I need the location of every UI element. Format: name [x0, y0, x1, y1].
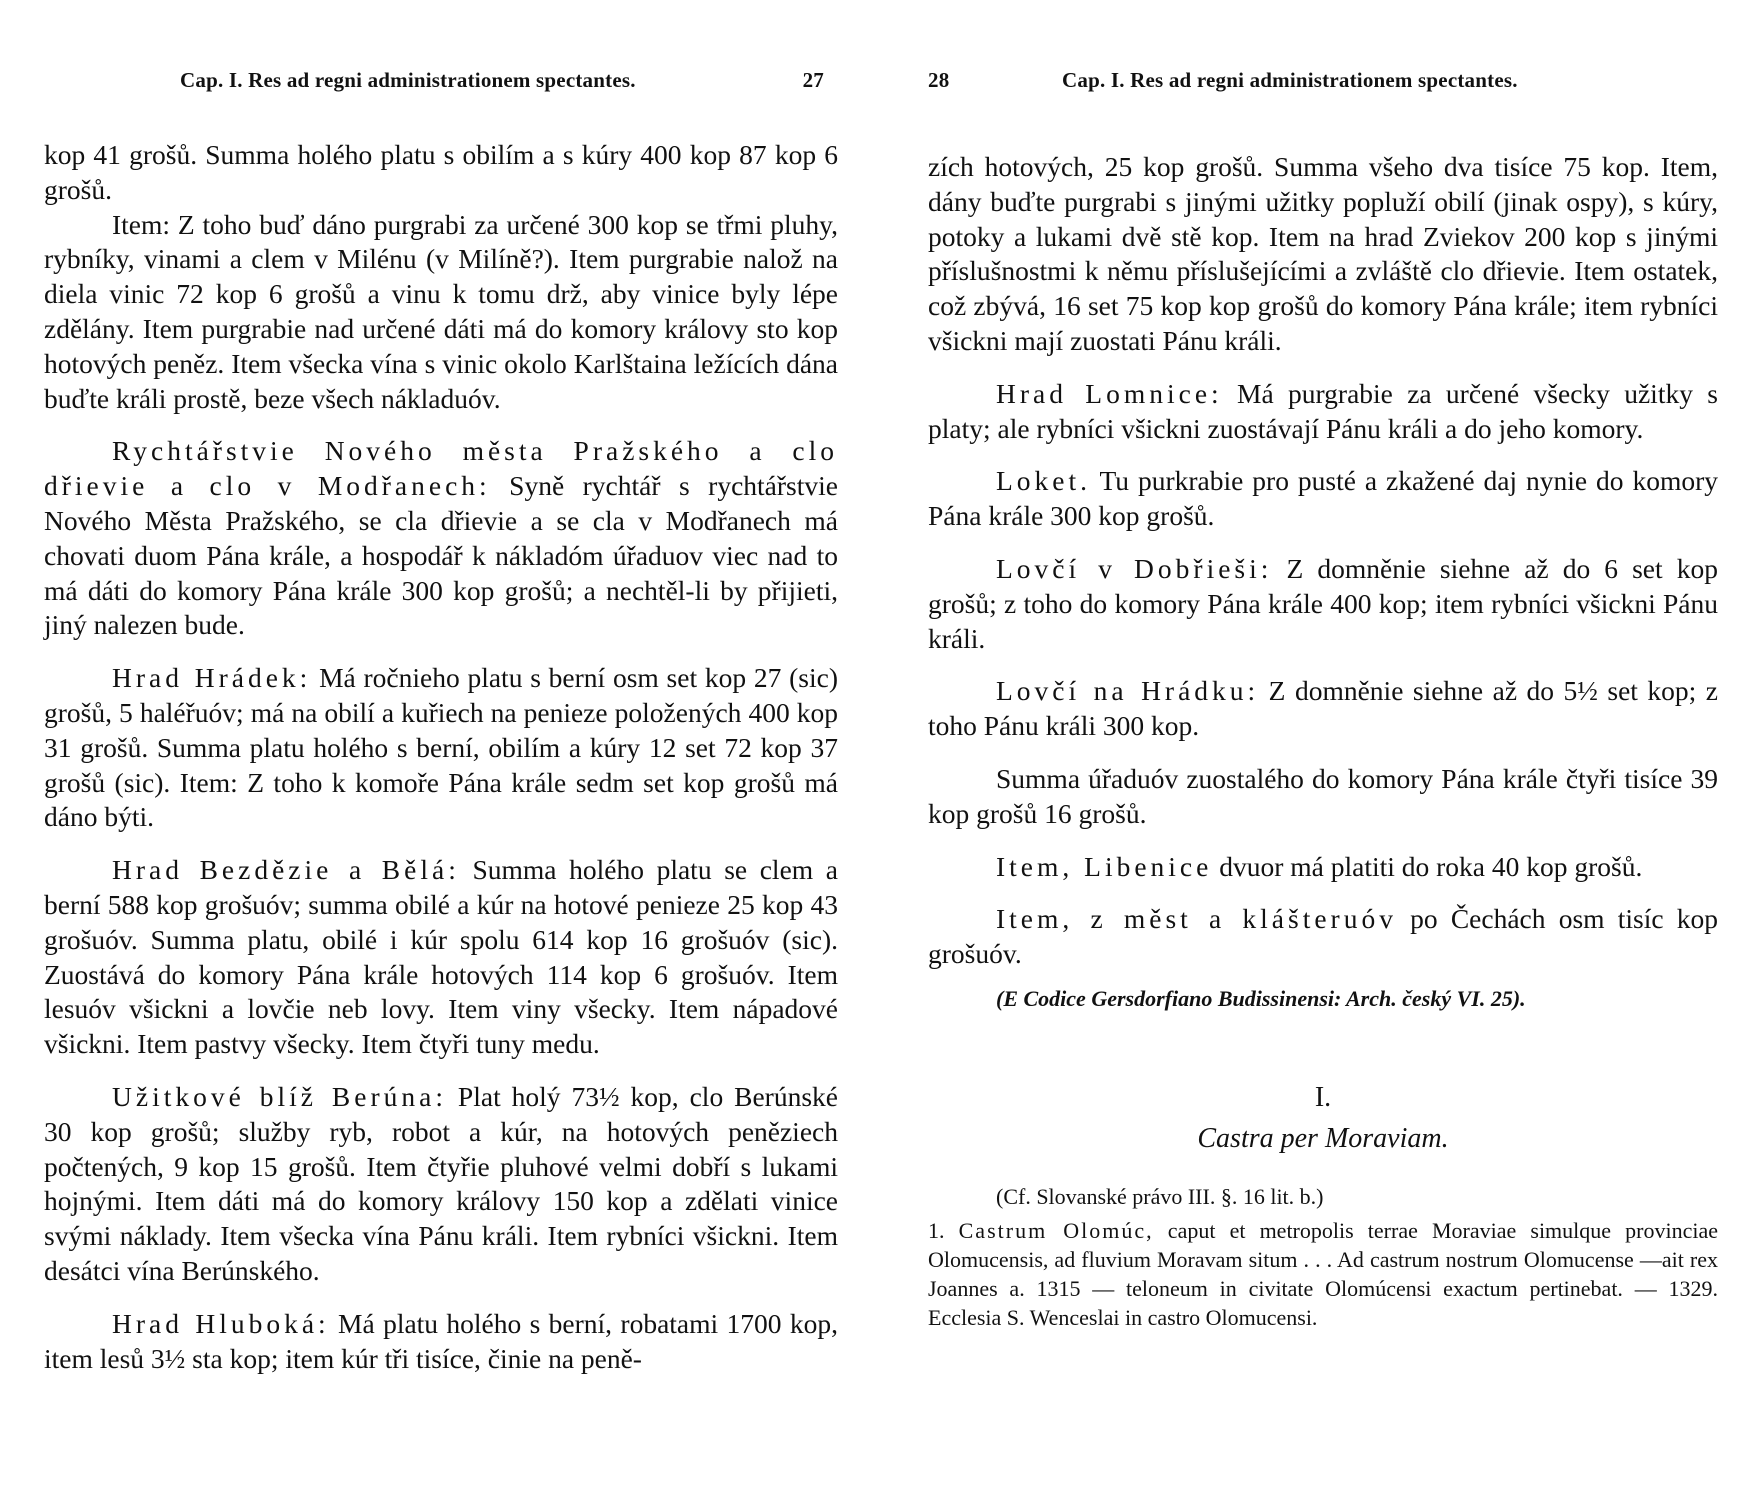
running-head-title: Cap. I. Res ad regni administrationem spectantes. — [1062, 68, 1518, 92]
entry — [928, 1216, 1718, 1332]
paragraph-text: Tu purkrabie pro pusté a zkažené daj nynie do komory Pána krále 300 kop grošů. — [928, 465, 1718, 532]
paragraph-heading: Loket. — [996, 465, 1092, 497]
paragraph-text: Má platu holého s berní, robatami 1700 kop, item lesů 3½ sta kop; item kúr tři tisíce, činie na peně- — [44, 1307, 838, 1374]
paragraph — [928, 762, 1718, 832]
paragraph — [928, 674, 1718, 744]
paragraph-text: kop 41 grošů. Summa holého platu s obilím a s kúry 400 kop 87 kop 6 grošů. — [44, 139, 838, 205]
page-body — [44, 138, 838, 1376]
page-body — [928, 150, 1718, 1332]
paragraph-heading: Item, Libenice — [996, 850, 1213, 882]
paragraph-text: po Čechách osm tisíc kop grošuóv. — [928, 903, 1719, 970]
paragraph — [928, 150, 1718, 359]
paragraph-heading: Lovčí na Hrádku: — [996, 675, 1260, 707]
paragraph-heading: Hrad Hrádek: — [112, 662, 312, 694]
paragraph-heading: Užitkové blíž Berúna: — [112, 1080, 447, 1112]
paragraph-text: Z domněnie siehne až do 6 set kop grošů; z toho do komory Pána krále 400 kop; item rybníci všickni Pánu králi. — [928, 552, 1718, 654]
running-head — [928, 68, 1718, 104]
paragraph-text: Summa úřaduóv zuostalého do komory Pána krále čtyři tisíce 39 kop grošů 16 grošů. — [928, 762, 1718, 829]
left-page — [44, 0, 838, 1500]
paragraph-text: Item: Z toho buď dáno purgrabi za určené 300 kop se třmi pluhy, rybníky, vinami a clem v Milénu (v Milíně?). Item purgrabie nalož na diela vinic 72 kop 6 grošů a vinu k tomu drž, aby vinice byly lépe zdělány. Item purgrabie nad určené dáti má do komory královy sto kop hotových peněz. Item všecka vína s vinic okolo Karlštaina ležících dána buďte králi prostě, beze všech nákladuóv. — [44, 208, 838, 414]
paragraph-text: zích hotových, 25 kop grošů. Summa všeho dva tisíce 75 kop. Item, dány buďte purgrabi s jinými užitky popluží obilí (jinak ospy), s kúry, potoky a lukami dvě stě kop. Item na hrad Zviekov 200 kop s jinými příslušnostmi k němu příslušejícími a zvláště clo dřievie. Item ostatek, což zbývá, 16 set 75 kop kop grošů do komory Pána krále; item rybníci všickni mají zuostati Pánu králi. — [928, 151, 1718, 356]
entry-text: caput et metropolis terrae Moraviae simulque provinciae Olomucensis, ad fluvium Moravam situm . . . Ad castrum nostrum Olomucense —ait rex Joannes a. 1315 — teloneum in civitate Olomúcensi exactum pertinebat. — 1329. Ecclesia S. Wenceslai in castro Olomucensi. — [928, 1218, 1719, 1331]
page-number: 28 — [928, 68, 950, 92]
section-title: Castra per Moraviam. — [1197, 1122, 1449, 1154]
paragraph-text: Má ročnieho platu s berní osm set kop 27 (sic) grošů, 5 haléřuóv; má na obilí a kuřiech na penieze položených 400 kop 31 grošů. Summa platu holého s berní, obilím a kúry 12 set 72 kop 37 grošů (sic). Item: Z toho k komoře Pána krále sedm set kop grošů má dáno býti. — [44, 662, 838, 833]
paragraph — [928, 902, 1718, 972]
paragraph-text: dvuor má platiti do roka 40 kop grošů. — [1212, 850, 1643, 882]
paragraph — [44, 661, 838, 835]
running-head-title: Cap. I. Res ad regni administrationem spectantes. — [180, 68, 636, 92]
reference-note: (Cf. Slovanské právo III. §. 16 lit. b.) — [996, 1184, 1324, 1210]
running-head — [44, 68, 838, 104]
paragraph-heading: Rychtářstvie Nového města Pražského a clo dřievie a clo v Modřanech: — [44, 435, 838, 502]
paragraph-heading: Lovčí v Dobřieši: — [996, 552, 1273, 584]
paragraph — [44, 853, 838, 1062]
paragraph-text: Z domněnie siehne až do 5½ set kop; z toho Pánu králi 300 kop. — [928, 675, 1718, 742]
paragraph-heading: Hrad Bezdězie a Bělá: — [112, 854, 460, 886]
paragraph — [44, 1080, 838, 1289]
paragraph — [928, 464, 1718, 534]
paragraph-text: Plat holý 73½ kop, clo Berúnské 30 kop grošů; služby ryb, robot a kúr, na hotových peněziech počtených, 9 kop 15 grošů. Item čtyřie pluhové velmi dobří s lukami hojnými. Item dáti má do komory královy 150 kop a zdělati vinice svými náklady. Item všecka vína Pánu králi. Item rybníci všickni. Item desátci vína Berúnského. — [44, 1080, 839, 1286]
paragraph — [44, 1307, 838, 1377]
paragraph — [44, 434, 838, 643]
paragraph — [928, 552, 1718, 656]
paragraph — [44, 138, 838, 208]
source-note: (E Codice Gersdorfiano Budissinensi: Arch. český VI. 25). — [996, 985, 1526, 1011]
entry-number: 1. — [928, 1218, 945, 1244]
paragraph-heading: Item, z měst a klášteruóv — [996, 903, 1397, 935]
paragraph-text: Má purgrabie za určené všecky užitky s platy; ale rybníci všickni zuostávají Pánu králi a do jeho komory. — [928, 377, 1718, 444]
paragraph — [44, 208, 838, 417]
paragraph-heading: Hrad Hluboká: — [112, 1307, 330, 1339]
page-number: 27 — [802, 68, 824, 92]
paragraph-text: Summa holého platu se clem a berní 588 kop grošuóv; summa obilé a kúr na hotové penieze 25 kop 43 grošuóv. Summa platu, obilé i kúr spolu 614 kop 16 grošuóv (sic). Zuostává do komory Pána krále hotových 114 kop 6 grošuóv. Item lesuóv všickni a lovčie neb lovy. Item viny všecky. Item nápadové všickni. Item pastvy všecky. Item čtyři tuny medu. — [44, 854, 838, 1060]
entry-heading: Castrum Olomúc, — [958, 1218, 1154, 1244]
paragraph — [928, 850, 1718, 885]
right-page — [928, 0, 1718, 1500]
section-number: I. — [1314, 1081, 1332, 1113]
paragraph — [928, 377, 1718, 447]
paragraph-heading: Hrad Lomnice: — [996, 377, 1223, 409]
paragraph-text: Syně rychtář s rychtářstvie Nového Města Pražského, se cla dřievie a se cla v Modřanech má chovati duom Pána krále, a hospodář k nákladóm úřaduov viec nad to má dáti do komory Pána krále 300 kop grošů; a nechtěl-li by přijieti, jiný nalezen bude. — [44, 470, 838, 641]
